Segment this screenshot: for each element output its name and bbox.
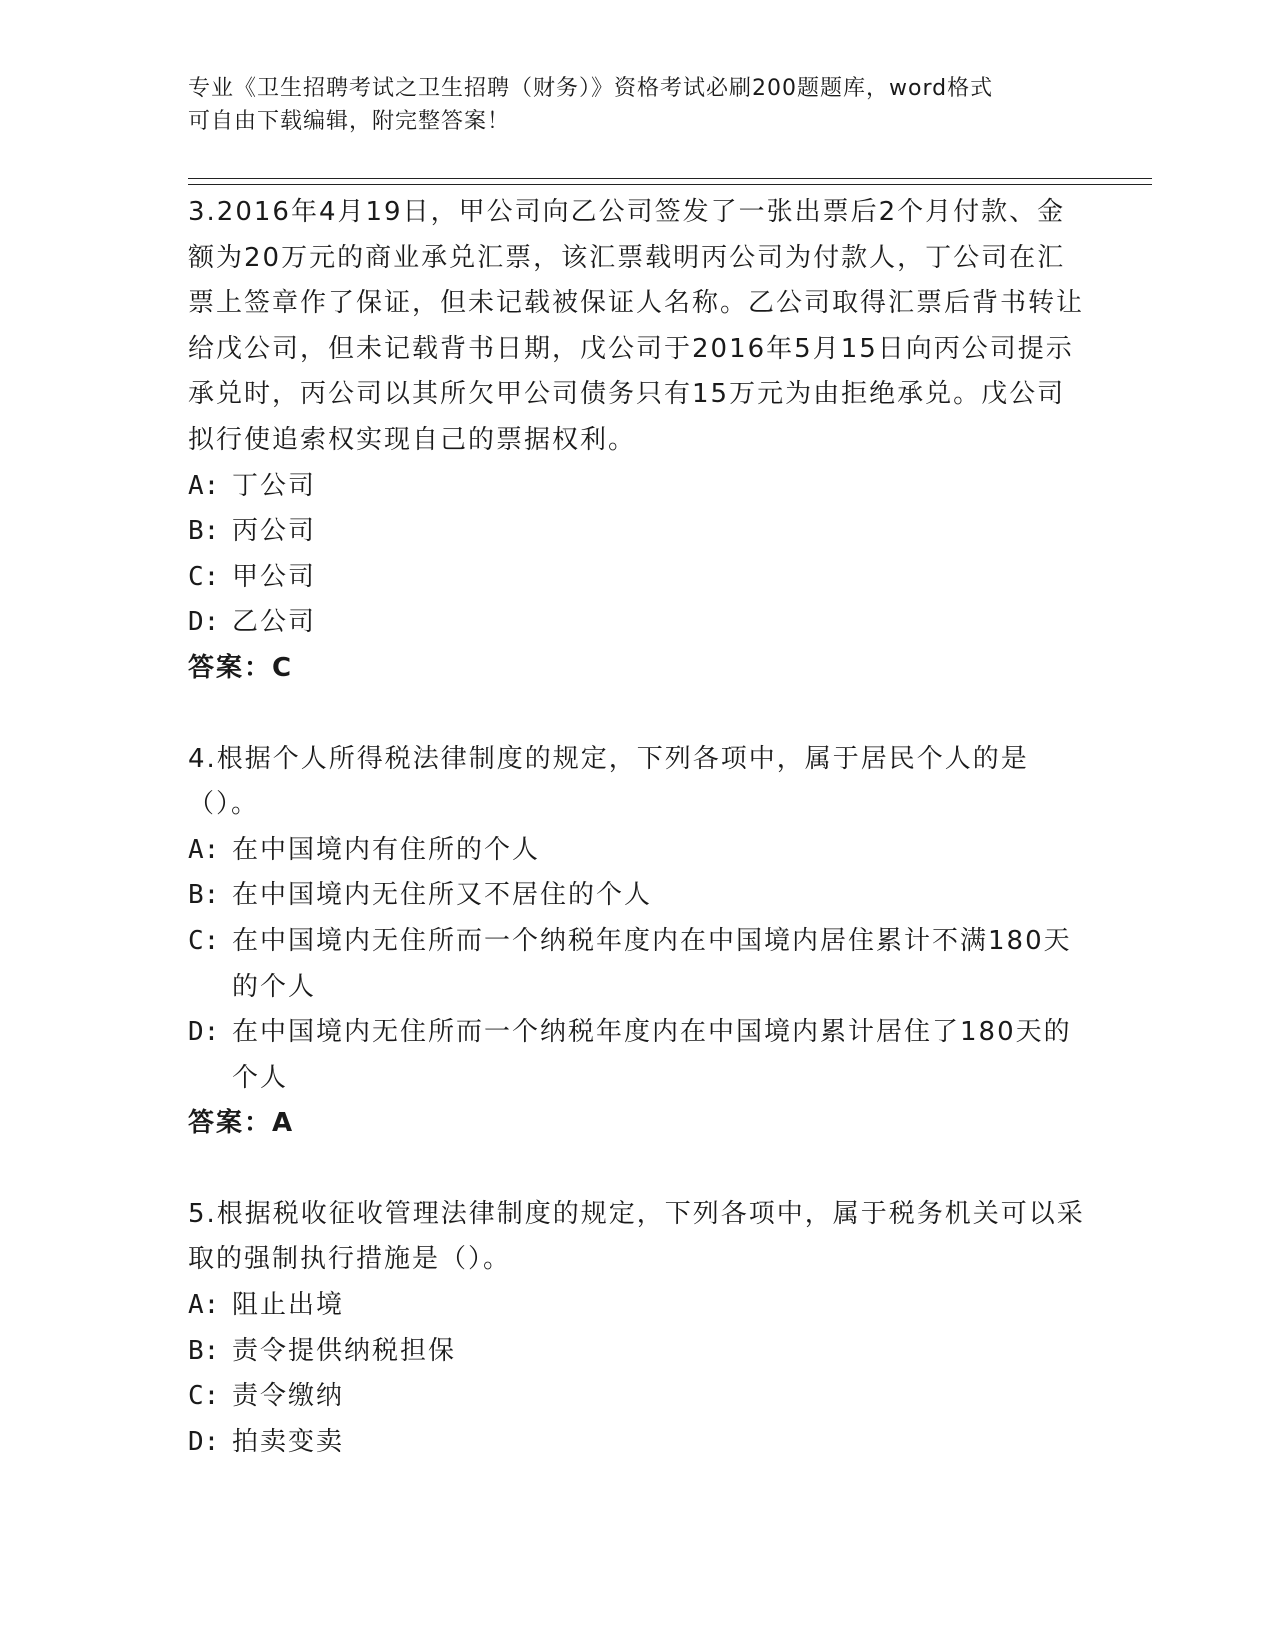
option-text: 拍卖变卖: [232, 1426, 345, 1457]
option-letter: A:: [188, 1290, 220, 1321]
question-3: [188, 190, 1088, 692]
question-stem: 3.2016年4月19日，甲公司向乙公司签发了一张出票后2个月付款、金额为20万元的商业承兑汇票，该汇票载明丙公司为付款人，丁公司在汇票上签章作了保证，但未记载被保证人名称。乙公司取得汇票后背书转让给戊公司，但未记载背书日期，戊公司于2016年5月15日向丙公司提示承兑时，丙公司以其所欠甲公司债务只有15万元为由拒绝承兑。戊公司拟行使追索权实现自己的票据权利。: [188, 197, 1085, 455]
option-d: [188, 600, 1088, 646]
option-d: [188, 1420, 1088, 1466]
option-text: 在中国境内无住所而一个纳税年度内在中国境内居住累计不满180天的个人: [232, 925, 1072, 1002]
question-5: [188, 1192, 1088, 1466]
option-b: [188, 873, 1088, 919]
option-letter: C:: [188, 561, 220, 592]
option-a: [188, 1283, 1088, 1329]
question-spacer: [188, 692, 1088, 737]
option-text: 在中国境内无住所又不居住的个人: [232, 880, 653, 911]
option-c: [188, 555, 1088, 601]
option-text: 丙公司: [232, 516, 317, 547]
option-b: [188, 509, 1088, 555]
option-text: 乙公司: [232, 607, 317, 638]
question-spacer: [188, 1147, 1088, 1192]
option-text: 在中国境内有住所的个人: [232, 834, 541, 865]
document-header: [188, 72, 1068, 138]
option-letter: A:: [188, 834, 220, 865]
option-letter: D:: [188, 1426, 220, 1457]
option-letter: C:: [188, 925, 220, 956]
answer-key: 答案：A: [188, 1108, 295, 1139]
option-text: 甲公司: [232, 561, 317, 592]
question-stem: 4.根据个人所得税法律制度的规定，下列各项中，属于居民个人的是（）。: [188, 743, 1029, 820]
option-a: [188, 828, 1088, 874]
option-letter: B:: [188, 1335, 220, 1366]
option-letter: D:: [188, 1017, 220, 1048]
question-list: [188, 190, 1088, 1465]
option-c: [188, 919, 1088, 1010]
answer-key: 答案：C: [188, 652, 294, 683]
option-letter: B:: [188, 880, 220, 911]
option-letter: C:: [188, 1381, 220, 1412]
header-line-2: 可自由下载编辑，附完整答案！: [188, 109, 511, 134]
question-4: [188, 737, 1088, 1147]
header-divider-top: [188, 178, 1152, 179]
option-letter: A:: [188, 470, 220, 501]
question-stem: 5.根据税收征收管理法律制度的规定，下列各项中，属于税务机关可以采取的强制执行措施是（）。: [188, 1198, 1085, 1275]
option-a: [188, 464, 1088, 510]
option-d: [188, 1010, 1088, 1101]
header-line-1: 专业《卫生招聘考试之卫生招聘（财务）》资格考试必刷200题题库，word格式: [188, 76, 994, 101]
option-text: 责令缴纳: [232, 1381, 345, 1412]
option-b: [188, 1329, 1088, 1375]
option-text: 责令提供纳税担保: [232, 1335, 457, 1366]
option-text: 阻止出境: [232, 1290, 345, 1321]
option-letter: B:: [188, 516, 220, 547]
option-c: [188, 1374, 1088, 1420]
option-text: 丁公司: [232, 470, 317, 501]
header-divider-bottom: [188, 184, 1152, 185]
option-letter: D:: [188, 607, 220, 638]
option-text: 在中国境内无住所而一个纳税年度内在中国境内累计居住了180天的个人: [232, 1017, 1072, 1093]
